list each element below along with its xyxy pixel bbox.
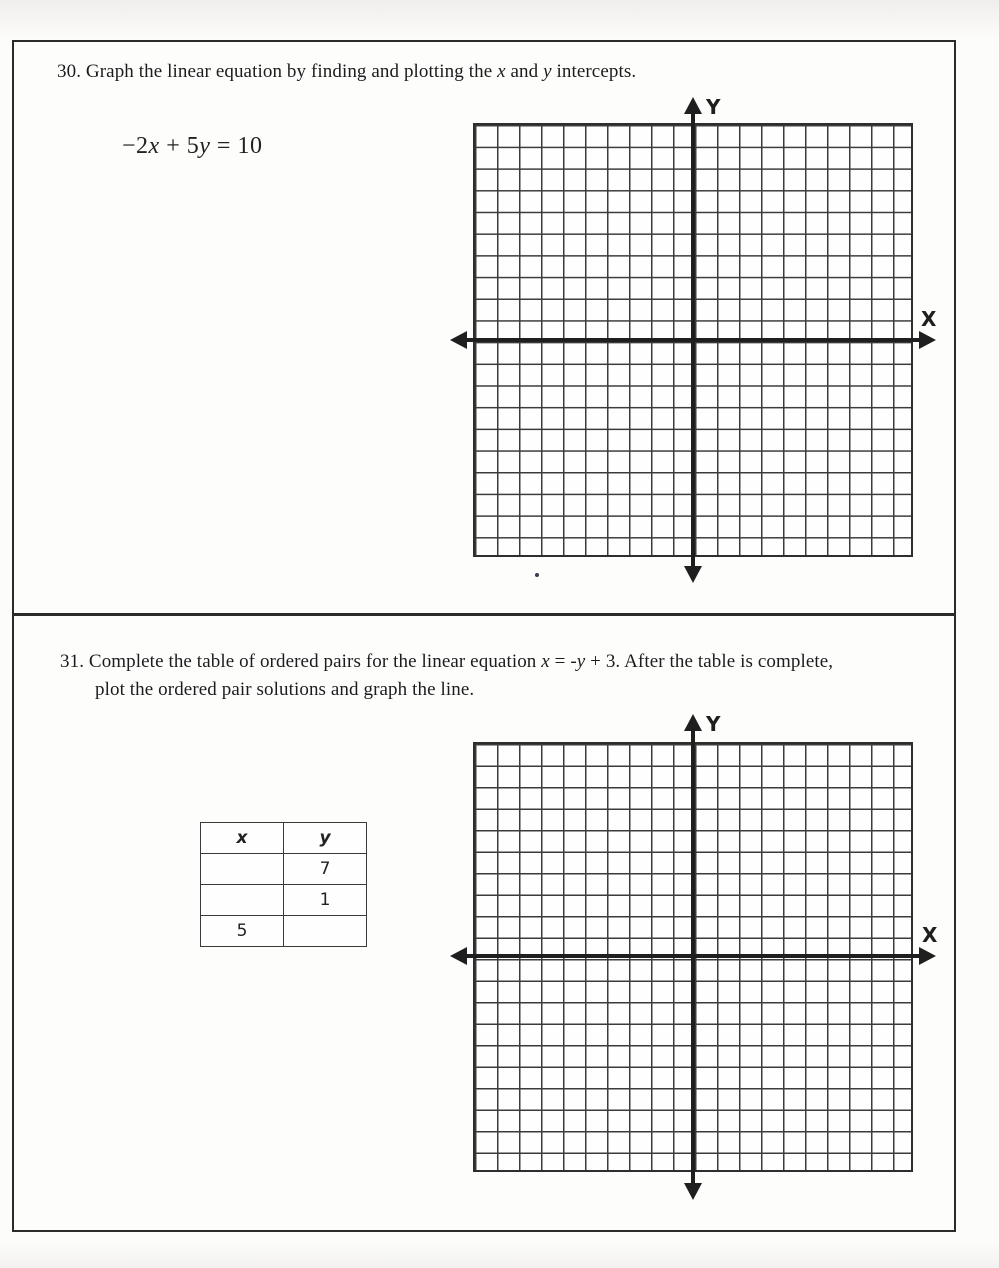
ordered-pairs-table <box>200 822 367 947</box>
x-axis-right-arrow-icon <box>919 947 936 965</box>
table-row <box>201 854 367 885</box>
table-cell-x3: 5 <box>201 916 284 947</box>
table-cell-y1: 7 <box>284 854 367 885</box>
y-axis-down-arrow-icon <box>684 566 702 583</box>
problem-30-prompt: 30. Graph the linear equation by finding and plotting the x and y intercepts. <box>57 61 637 82</box>
table-header-y: y <box>284 823 367 854</box>
scan-top-shading <box>0 0 999 40</box>
table-row <box>201 885 367 916</box>
section-divider-line <box>12 613 956 616</box>
table-header-row <box>201 823 367 854</box>
table-row <box>201 916 367 947</box>
table-header-x: x <box>201 823 284 854</box>
x-axis-left-arrow-icon <box>450 331 467 349</box>
problem-30-equation: −2x + 5y = 10 <box>122 133 263 159</box>
problem-31-prompt: 31. Complete the table of ordered pairs for the linear equation x = -y + 3. After the table is complete, plot the ordered pair solutions and graph the line. <box>60 651 834 700</box>
x-axis-left-arrow-icon <box>450 947 467 965</box>
table-cell-x2 <box>201 885 284 916</box>
x-axis-problem-31 <box>460 954 926 958</box>
y-axis-up-arrow-icon <box>684 714 702 731</box>
table-cell-y2: 1 <box>284 885 367 916</box>
x-axis-label: X <box>921 307 937 331</box>
y-axis-label: Y <box>706 712 721 736</box>
scan-bottom-shading <box>0 1240 999 1268</box>
problem-30-number: 30. <box>57 61 82 82</box>
table-cell-y3 <box>284 916 367 947</box>
y-axis-label: Y <box>706 95 721 119</box>
table-cell-x1 <box>201 854 284 885</box>
problem-31-number: 31. <box>60 651 85 672</box>
y-axis-down-arrow-icon <box>684 1183 702 1200</box>
scan-speckle <box>535 573 539 577</box>
y-axis-up-arrow-icon <box>684 97 702 114</box>
x-axis-problem-30 <box>460 338 926 342</box>
x-axis-label: X <box>922 923 938 947</box>
x-axis-right-arrow-icon <box>919 331 936 349</box>
